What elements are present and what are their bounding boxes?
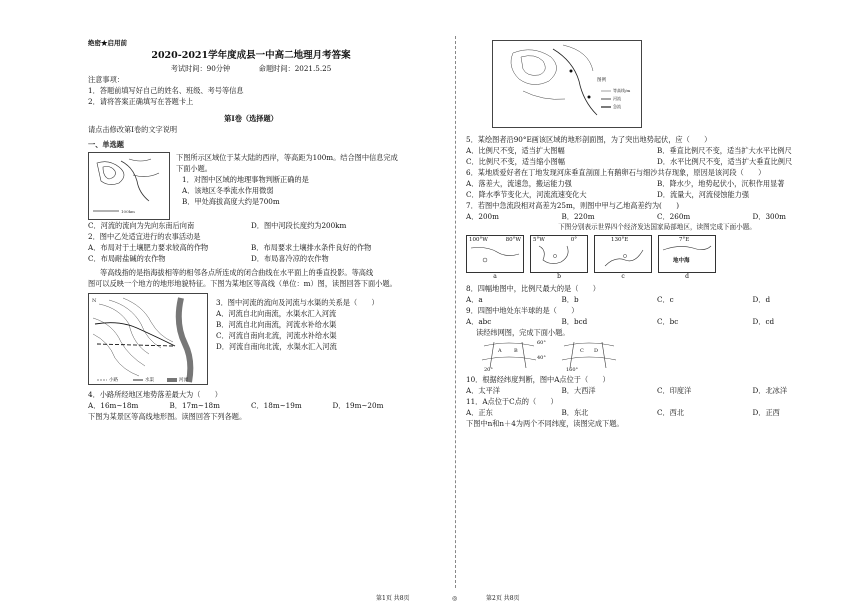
author-time: 命题时间：2021.5.25 [258,64,332,73]
q11-option-a[interactable]: A．正东 [466,408,493,417]
secret-mark: 绝密★启用前 [88,39,127,47]
grid-lon-160: 160° [566,367,579,373]
q10-option-b[interactable]: B．大西洋 [561,386,596,395]
q9-options [466,316,848,327]
region-map-svg [89,153,169,219]
q5-stem: 5．某绘图者沿90°E画该区域的地形剖面图，为了突出地势起伏，应（ ） [466,135,712,144]
legend-canal: 水渠 [145,378,154,383]
q4-option-d[interactable]: D．19m~20m [332,401,384,410]
q5-option-c[interactable]: C．比例尺不变，适当缩小图幅 [466,157,565,166]
legend-river: 河流 [179,378,188,383]
legend-path: 小路 [109,378,118,383]
figure-scenic-contour [492,40,642,128]
q7-option-c[interactable]: C．260m [657,212,691,221]
scenic-contour-svg [493,41,641,127]
footer-page-left: 第1页 共8页 [376,595,410,602]
grid-lat-40: 40° [537,355,546,361]
q2-option-d[interactable]: D．布局喜冷凉的农作物 [251,254,329,263]
q11-options [466,407,848,418]
map-a-lon2: 80°W [505,237,521,243]
svg-text:N: N [92,298,97,304]
legend-river-right: 河流 [613,96,621,101]
figure-latlong-grid [474,338,848,374]
q11-option-d[interactable]: D．正西 [752,408,780,417]
q9-option-d[interactable]: D．cd [752,317,775,326]
map-c [594,235,652,273]
legend-contour: 等高线/m [613,88,631,93]
q6-option-a[interactable]: A．落差大，流速急，搬运能力强 [466,179,572,188]
q5-options-cd [466,156,848,167]
notice-item-2: 2．请将答案正确填写在答题卡上 [88,97,194,106]
four-maps [466,235,848,273]
q6-option-d[interactable]: D．流量大，河流侵蚀能力强 [657,190,750,199]
maps-labels [466,273,848,280]
q7-options [466,211,848,222]
q5-option-a[interactable]: A．比例尺不变，适当扩大图幅 [466,146,565,155]
q-intro-1-line2: 下面小题。 [176,164,212,173]
q6-option-b[interactable]: B．降水少，地势起伏小，沉积作用显著 [657,179,785,188]
q7-option-d[interactable]: D．300m [752,212,786,221]
q2-options-ab [88,242,414,253]
q10-option-c[interactable]: C．印度洋 [657,386,692,395]
q3-option-a[interactable]: A．河流自北向南流，水渠水汇入河流 [216,309,337,318]
footer-page-right: 第2页 共8页 [486,595,520,602]
q10-option-d[interactable]: D．北冰洋 [752,386,788,395]
q3-option-c[interactable]: C．河流自南向北流，河流水补给水渠 [216,331,337,340]
contour-map-svg [89,294,207,384]
q4-option-c[interactable]: C．18m~19m [251,401,302,410]
grid-lon-20: 20° [484,367,493,373]
grid-point-c: C [580,348,584,354]
q8-option-a[interactable]: A．a [466,295,483,304]
section-note: 请点击修改第Ⅰ卷的文字说明 [88,125,178,134]
q2-options-cd [88,253,414,264]
exam-time: 考试时间：90分钟 [170,64,231,73]
q4-option-b[interactable]: B．17m~18m [169,401,220,410]
map-b-lon2: 0° [570,237,577,243]
map-label-c: c [621,273,625,280]
map-d-sea: 地中海 [673,258,690,264]
q9-stem: 9．四图中地处东半球的是（ ） [466,306,579,315]
q8-option-c[interactable]: C．c [657,295,674,304]
map-a-lon1: 100°W [469,237,488,243]
q6-options-ab [466,178,848,189]
q8-stem: 8．四幅地图中，比例尺最大的是（ ） [466,284,600,293]
q9-option-c[interactable]: C．bc [657,317,679,326]
notice-title: 注意事项： [88,75,124,84]
q6-stem: 6．某地质爱好者在丁地发现河床垂直剖面上有鹅卵石与细沙共存现象，原因是该河段（ ） [466,168,766,177]
svg-text:100km: 100km [121,209,135,214]
contour-intro-line2: 图可以反映一个地方的地形地貌特征。下图为某地区等高线（单位：m）图，读图回答下面小题。 [88,279,397,288]
q10-stem: 10．根据经纬度判断，图中A点位于（ ） [466,375,610,384]
map-a [466,235,524,273]
map-b [530,235,588,273]
q1-options-cd [88,220,414,231]
maps-intro: 下图分别表示世界四个经济发达国家局部地区，读图完成下面小题。 [558,223,756,231]
q11-option-c[interactable]: C．西北 [657,408,685,417]
map-b-lon1: 5°W [533,237,545,243]
q-intro-1-line1: 下图所示区域位于某大陆的西岸，等高距为100m。结合图中信息完成 [176,153,398,162]
q9-after: 读经纬网图，完成下面小题。 [476,328,570,337]
q2-option-a[interactable]: A．布局对于土壤肥力要求较高的作物 [88,243,209,252]
map-label-a: a [493,273,497,280]
map-label-b: b [557,273,561,280]
q9-option-b[interactable]: B．bcd [561,317,588,326]
q2-option-b[interactable]: B．布局要求土壤排水条件良好的作物 [251,243,372,252]
q9-option-a[interactable]: A．abc [466,317,492,326]
q4-option-a[interactable]: A．16m~18m [88,401,139,410]
right-page [430,0,860,608]
q6-option-c[interactable]: C．降水季节变化大，河流流速变化大 [466,190,587,199]
figure-region-map [88,152,170,220]
q4-options [88,400,414,411]
contour-intro-line1: 等高线指的是指海拔相等的相邻各点所连成的闭合曲线在水平面上的垂直投影。等高线 [100,268,374,277]
notice-item-1: 1．答题前填写好自己的姓名、班级、考号等信息 [88,86,244,95]
q4-stem: 4．小路所经地区地势落差最大为（ ） [88,390,222,399]
q2-stem: 2．图中乙处适宜进行的农事活动是 [88,232,201,241]
latlong-grid-svg [474,338,634,374]
q8-option-b[interactable]: B．b [561,295,579,304]
document-title: 2020-2021学年度成县一中高二地理月考答案 [151,50,351,61]
grid-point-b: B [514,348,518,354]
map-c-lon: 130°E [611,237,629,243]
q1-option-a[interactable]: A．该地区冬季流水作用微弱 [182,186,274,195]
grid-lat-60: 60° [537,340,546,346]
q11-option-b[interactable]: B．东北 [561,408,589,417]
grid-point-d: D [594,348,599,354]
q7-option-b[interactable]: B．220m [561,212,595,221]
q3-option-d[interactable]: D．河流自南向北流，水渠水汇入河流 [216,342,337,351]
q5-option-d[interactable]: D．水平比例尺不变，适当扩大垂直比例尺 [657,157,793,166]
q7-option-a[interactable]: A．200m [466,212,499,221]
map-d [658,235,716,273]
q1-option-c[interactable]: C．河流的流向为先向东南后向南 [88,221,195,230]
q11-after: 下图中n和n＋4为两个不同纬度，读图完成下题。 [466,419,624,428]
q3-option-b[interactable]: B．河流自北向南流，河流水补给水渠 [216,320,337,329]
single-choice-heading: 一、单选题 [88,140,124,149]
legend-rapids: 急流 [613,104,621,109]
q8-option-d[interactable]: D．d [752,295,771,304]
q11-stem: 11．A点位于C点的（ ） [466,397,558,406]
q6-options-cd [466,189,848,200]
legend-title: 图例 [597,78,606,83]
q1-option-d[interactable]: D．图中河段长度约为200km [251,221,347,230]
q3-stem: 3．图中河流的流向及河流与水渠的关系是（ ） [216,298,379,307]
q10-options [466,385,848,396]
map-d-lon: 7°E [679,237,690,243]
grid-point-a: A [498,348,502,354]
footer-mid-mark: ◎ [452,595,458,602]
section-title: 第Ⅰ卷（选择题） [224,114,278,123]
q7-stem: 7．若图中急流段相对高差为25m，则图中甲与乙地高差约为( ) [466,201,680,210]
q1-option-b[interactable]: B．甲处海拔高度大约是700m [182,197,280,206]
q5-option-b[interactable]: B．垂直比例尺不变，适当扩大水平比例尺 [657,146,792,155]
q5-options-ab [466,145,848,156]
q8-options [466,294,848,305]
map-label-d: d [685,273,689,280]
q10-option-a[interactable]: A．太平洋 [466,386,500,395]
q1-stem: 1．对图中区域的地理事物判断正确的是 [182,175,309,184]
figure-contour-map [88,293,208,385]
exam-info [88,63,414,74]
q2-option-c[interactable]: C．布局耐盐碱的农作物 [88,254,166,263]
q4-after: 下图为某景区等高线地形图。读图回答下列各题。 [88,412,247,421]
